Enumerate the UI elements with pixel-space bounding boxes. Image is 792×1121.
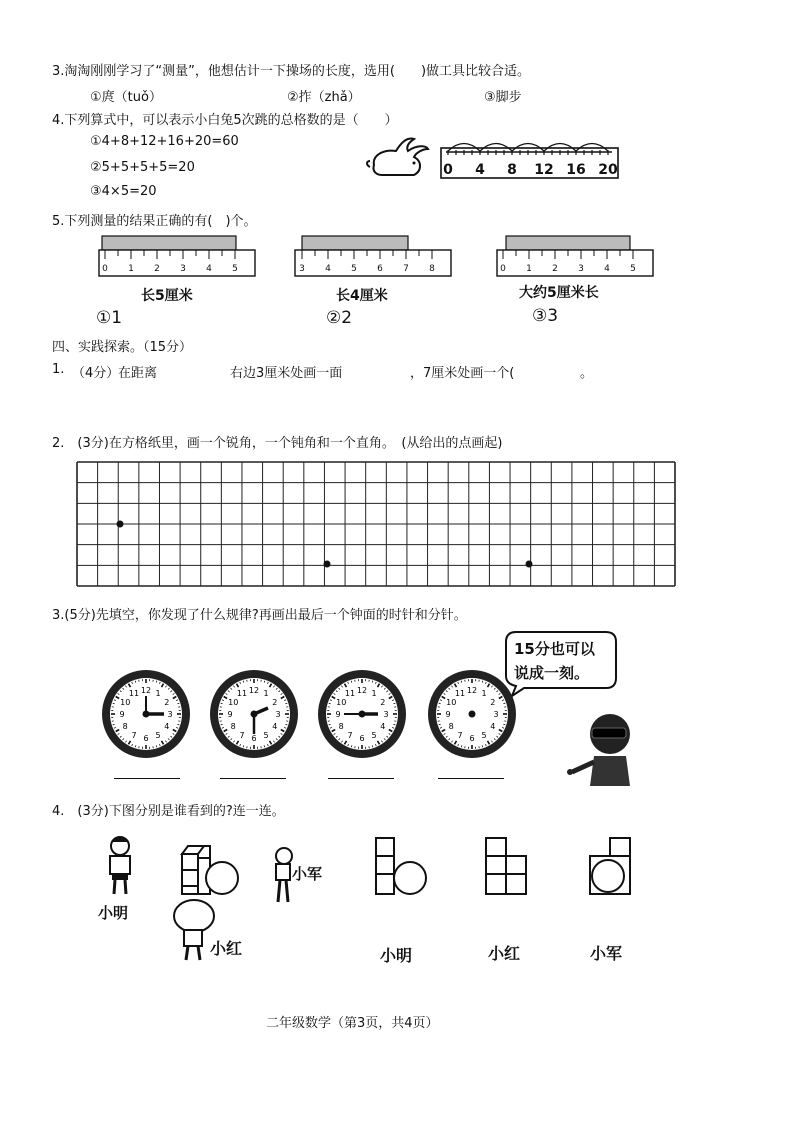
rabbit-icon — [364, 135, 434, 183]
clock-numeral: 12 — [140, 686, 152, 695]
clock-numeral: 3 — [493, 710, 499, 719]
clock-numeral: 8 — [338, 722, 344, 731]
clock-numeral: 10 — [336, 698, 347, 707]
clock-numeral: 8 — [230, 722, 236, 731]
number-label: 0 — [443, 162, 453, 178]
grid-start-dot — [117, 521, 124, 528]
clock-numeral: 1 — [263, 689, 269, 699]
clock-3-answer-blank[interactable] — [328, 776, 394, 779]
ruler-tick-label: 4 — [604, 264, 610, 274]
clock-numeral: 3 — [167, 710, 173, 719]
clock-4 — [426, 668, 518, 760]
number-label: 4 — [475, 162, 485, 178]
cubes-and-ball-icon — [182, 846, 238, 894]
clock-numeral: 3 — [383, 710, 389, 719]
clock-numeral: 9 — [445, 710, 451, 719]
q5-option-3: ③3 — [532, 306, 559, 326]
page-footer: 二年级数学（第3页，共4页） — [266, 1016, 439, 1031]
clock-numeral: 1 — [371, 689, 377, 699]
clock-numeral: 7 — [457, 730, 463, 740]
ruler-1 — [98, 234, 258, 278]
clock-numeral: 3 — [275, 710, 281, 719]
q3-option-1: ①庹（tuǒ） — [90, 90, 162, 105]
clock-numeral: 5 — [481, 730, 487, 740]
ruler-tick-label: 5 — [232, 264, 238, 274]
ruler-tick-label: 1 — [128, 264, 134, 274]
clock-numeral: 6 — [251, 734, 257, 743]
p3-text: 3.(5分)先填空，你发现了什么规律?再画出最后一个钟面的时针和分针。 — [52, 608, 467, 623]
clock-numeral: 4 — [490, 722, 496, 731]
clock-numeral: 2 — [490, 698, 496, 707]
clock-numeral: 11 — [344, 689, 356, 699]
clock-numeral: 7 — [347, 730, 353, 740]
clock-numeral: 8 — [122, 722, 128, 731]
clock-numeral: 12 — [248, 686, 260, 695]
grid-start-dot — [526, 561, 533, 568]
clock-1-answer-blank[interactable] — [114, 776, 180, 779]
number-label: 8 — [507, 162, 517, 178]
grid-start-dot — [324, 561, 331, 568]
ruler-tick-label: 7 — [403, 264, 409, 274]
ruler-tick-label: 3 — [578, 264, 584, 274]
clock-3 — [316, 668, 408, 760]
ruler-tick-label: 0 — [500, 264, 506, 274]
ruler-tick-label: 2 — [154, 264, 160, 274]
clock-numeral: 2 — [380, 698, 386, 707]
label-xiaoming: 小明 — [98, 904, 129, 922]
ruler-tick-label: 8 — [429, 264, 435, 274]
q3-option-2: ②拃（zhǎ） — [287, 90, 361, 105]
view-1-drawing — [372, 836, 434, 898]
robot-character-icon — [564, 712, 636, 788]
label-xiaohong: 小红 — [210, 939, 243, 958]
ruler-1-caption: 长5厘米 — [141, 288, 193, 304]
number-label: 16 — [566, 162, 586, 178]
clock-numeral: 4 — [272, 722, 278, 731]
view-2-drawing — [482, 836, 532, 898]
clock-numeral: 12 — [466, 686, 478, 695]
clock-numeral: 6 — [143, 734, 149, 743]
ruler-tick-label: 5 — [630, 264, 636, 274]
question-3-text: 3.淘淘刚刚学习了“测量”，他想估计一下操场的长度，选用( )做工具比较合适。 — [52, 64, 531, 79]
ruler-tick-label: 0 — [102, 264, 108, 274]
view-3-drawing — [586, 836, 636, 898]
clock-numeral: 2 — [272, 698, 278, 707]
q3-option-3: ③脚步 — [484, 90, 522, 105]
ruler-tick-label: 3 — [180, 264, 186, 274]
clock-numeral: 1 — [481, 689, 487, 699]
clock-numeral: 8 — [448, 722, 454, 731]
ruler-tick-label: 4 — [325, 264, 331, 274]
p1-text-4: 。 — [580, 366, 594, 381]
p1-text-3: ，7厘米处画一个( — [410, 366, 515, 381]
clock-4-answer-blank[interactable] — [438, 776, 504, 779]
q4-option-3: ③4×5=20 — [90, 184, 157, 199]
ruler-tick-label: 3 — [299, 264, 305, 274]
q4-option-1: ①4+8+12+16+20=60 — [90, 134, 239, 149]
grid-paper[interactable] — [76, 461, 677, 588]
number-label: 12 — [534, 162, 554, 178]
p1-number: 1. — [52, 362, 65, 377]
clock-2 — [208, 668, 300, 760]
clock-numeral: 10 — [120, 698, 131, 707]
ruler-3-caption: 大约5厘米长 — [519, 285, 599, 301]
ruler-tick-label: 2 — [552, 264, 558, 274]
clock-numeral: 6 — [469, 734, 475, 743]
section-4-title: 四、实践探索。（15分） — [52, 340, 193, 355]
clock-numeral: 9 — [227, 710, 233, 719]
q4-option-2: ②5+5+5+5=20 — [90, 160, 195, 175]
clock-1 — [100, 668, 192, 760]
ruler-tick-label: 1 — [526, 264, 532, 274]
p4-text: 4. (3分)下图分别是谁看到的?连一连。 — [52, 804, 285, 819]
clock-numeral: 11 — [128, 689, 140, 699]
question-4-text: 4.下列算式中，可以表示小白兔5次跳的总格数的是（ ） — [52, 113, 398, 128]
number-line — [440, 136, 620, 180]
clock-numeral: 10 — [228, 698, 239, 707]
clock-numeral: 5 — [155, 730, 161, 740]
clock-numeral: 6 — [359, 734, 365, 743]
ruler-tick-label: 6 — [377, 264, 383, 274]
p2-text: 2. (3分)在方格纸里，画一个锐角，一个钝角和一个直角。 (从给出的点画起) — [52, 436, 503, 451]
question-5-text: 5.下列测量的结果正确的有( )个。 — [52, 214, 257, 229]
person-xiaoming-icon — [110, 837, 130, 894]
person-xiaojun-icon — [276, 848, 292, 902]
clock-numeral: 9 — [335, 710, 341, 719]
clock-numeral: 11 — [236, 689, 248, 699]
ruler-3 — [496, 234, 656, 278]
person-xiaohong-icon — [174, 900, 214, 960]
q5-option-1: ①1 — [96, 308, 123, 328]
view-2-label: 小红 — [488, 944, 521, 963]
clock-numeral: 11 — [454, 689, 466, 699]
ruler-2 — [294, 234, 454, 278]
clock-numeral: 12 — [356, 686, 368, 695]
clock-numeral: 1 — [155, 689, 161, 699]
bubble-line-2: 说成一刻。 — [514, 664, 590, 682]
bubble-line-1: 15分也可以 — [514, 640, 595, 658]
clock-numeral: 5 — [263, 730, 269, 740]
q5-option-2: ②2 — [326, 308, 353, 328]
p1-text-2: 右边3厘米处画一面 — [230, 366, 343, 381]
view-3-label: 小军 — [590, 944, 623, 963]
clock-hub — [469, 711, 476, 718]
clock-2-answer-blank[interactable] — [220, 776, 286, 779]
view-1-label: 小明 — [380, 946, 413, 965]
clock-numeral: 5 — [371, 730, 377, 740]
p1-score: （4分） — [72, 366, 120, 381]
clock-numeral: 9 — [119, 710, 125, 719]
clock-numeral: 4 — [380, 722, 386, 731]
clock-numeral: 7 — [239, 730, 245, 740]
p1-text-1: 在距离 — [118, 366, 158, 381]
clock-numeral: 4 — [164, 722, 170, 731]
clock-numeral: 7 — [131, 730, 137, 740]
ruler-2-caption: 长4厘米 — [336, 288, 388, 304]
label-xiaojun: 小军 — [292, 865, 323, 883]
clock-numeral: 2 — [164, 698, 170, 707]
ruler-tick-label: 4 — [206, 264, 212, 274]
number-label: 20 — [598, 162, 618, 178]
clock-numeral: 10 — [446, 698, 457, 707]
ruler-tick-label: 5 — [351, 264, 357, 274]
